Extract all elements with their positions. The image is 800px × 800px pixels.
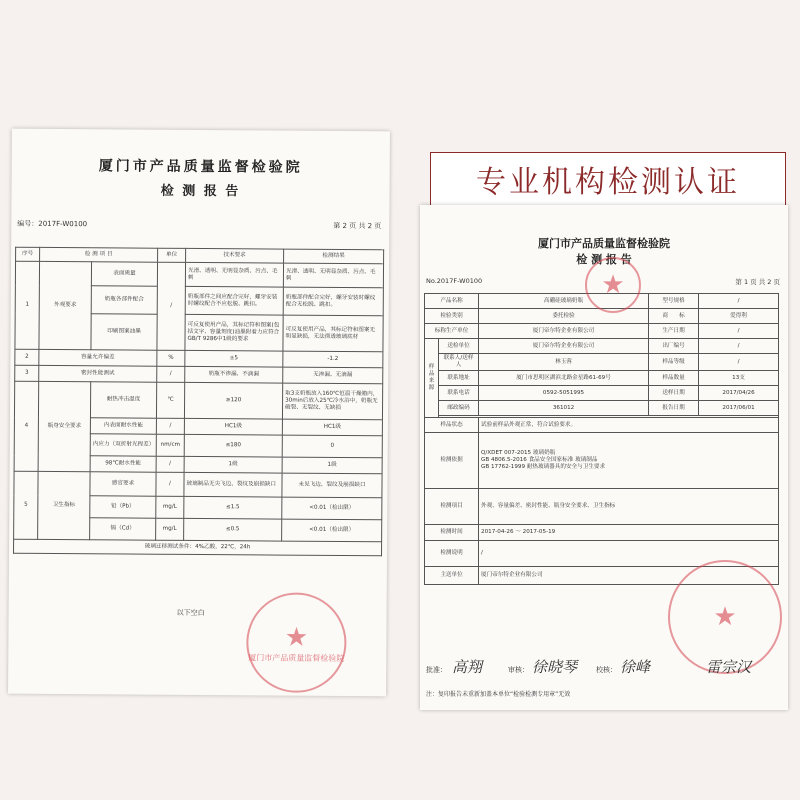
seal-star-icon: ★ bbox=[601, 270, 625, 300]
page-number: 第 1 页 共 2 页 bbox=[735, 278, 780, 286]
copy-notice: 注：复印报告未重新加盖本单位“检验检测专用章”无效 bbox=[426, 691, 571, 698]
page-number: 第 2 页 共 2 页 bbox=[333, 221, 382, 231]
institute-title: 厦门市产品质量监督检验院 bbox=[98, 158, 303, 176]
approver-signature: 高翔 bbox=[452, 658, 483, 676]
header-requirement: 技术要求 bbox=[186, 248, 284, 263]
tester-signature: 雷宗汉 bbox=[706, 658, 752, 676]
header-unit: 单位 bbox=[158, 248, 186, 262]
reviewer-signature: 徐晓琴 bbox=[532, 658, 578, 676]
header-no: 序号 bbox=[16, 247, 40, 261]
report-number: 编号：2017F-W0100 bbox=[17, 219, 88, 229]
table-row: 奶瓶各部件配合 奶瓶部件之间应配合完好，螺牙安装时螺纹配合不应松脱、跳扣。 奶瓶部件配合完好，螺牙安装时螺纹配合无松脱、跳扣。 bbox=[15, 285, 383, 316]
institute-title: 厦门市产品质量监督检验院 bbox=[538, 237, 670, 250]
certification-banner bbox=[430, 152, 786, 206]
table-row: 镉（Cd） mg/L ≤0.5 <0.01（检出限） bbox=[14, 517, 382, 542]
report-page-1 bbox=[420, 205, 788, 710]
table-row: 铅（Pb） mg/L ≤1.5 <0.01（检出限） bbox=[14, 495, 382, 520]
header-item: 检 测 项 目 bbox=[40, 247, 158, 262]
table-row: 1 外观要求 表面质量 / 光滑、透明、无明显杂质、污点、毛刺 光滑、透明、无明显杂质、污点、毛刺 bbox=[15, 261, 383, 288]
report-page-2 bbox=[8, 129, 390, 697]
end-note: 以下空白 bbox=[176, 608, 205, 618]
header-seal bbox=[585, 257, 641, 313]
report-number: No.2017F-W0100 bbox=[426, 277, 483, 285]
table-row: 内表面耐水性能 / HC1级 HC1级 bbox=[14, 417, 382, 436]
official-seal: ★ 厦门市产品质量监督检验院 bbox=[246, 592, 347, 693]
table-row: 3 密封性能测试 / 奶瓶不渗漏、不滴漏 无渗漏、无滴漏 bbox=[15, 365, 383, 384]
checker-signature: 徐峰 bbox=[620, 658, 651, 676]
table-row: 内应力（双折射光程差） nm/cm ≤180 0 bbox=[14, 433, 382, 458]
banner-text: 专业机构检测认证 bbox=[476, 165, 740, 200]
footnote: 玻璃迁移测试条件：4%乙酸，22℃，24h bbox=[14, 539, 382, 556]
table-row: 4 瓶身安全要求 耐热冲击温度 ℃ ≥120 取3支奶瓶放入160℃恒温干燥箱内，30min后放入25℃冷水浴中，奶瓶无破裂、无裂纹、无缺损 bbox=[14, 381, 382, 420]
table-row: 2 容量允许偏差 % ±5 -1.2 bbox=[15, 349, 383, 368]
seal-star-icon: ★ bbox=[713, 602, 737, 632]
table-row: 印刷图案油墨 可反复使用产品，其标记符和图案(包括文字、容量刻度)油墨附着力应符合GB/T 9286中1级的要求 可反复使用产品，其标记符和图案无明显缺损，无法彻透玻璃底材 bbox=[15, 313, 383, 352]
review-label: 审核： bbox=[508, 666, 529, 674]
header-result: 检测结果 bbox=[284, 249, 384, 264]
approve-label: 批准： bbox=[426, 666, 447, 674]
report-title: 检 测 报 告 bbox=[576, 253, 632, 266]
table-row: 5 卫生指标 感官要求 / 玻璃制品无尖飞边、裂纹及崩损缺口 未见飞边、裂纹及崩损缺口 bbox=[14, 471, 382, 498]
report-info-table: 产品名称 高硼硅玻璃奶瓶 型号规格 / 检验类别 委托检验 商 标 爱得利 标称生产单位 厦门帝尔特企业有限公司 生产日期 / 样品来源 送检单位 厦门帝尔特企业有限公司 出厂编号 / 联系人/送样人 林玉蓉 样品等级 / 联系地址 厦门市思明区湖滨北路金星路61-69号 样品数量 13支 联系电话 0592-5051995 送样日期 2017/04/26 邮政编码 361012 报告日期 2017/06/01 样品状态 试验前样品外观正常，符合试验要求。 检测依据 Q/XDET 007-2015 玻璃奶瓶 GB 4806.5-2016 食品安全国家标准 玻璃制品 GB 17762-1999 耐热玻璃器具的安全与卫生要求 检测项目 外观、容量偏差、密封性能、瓶身安全要求、卫生指标 检测时间 2017-04-26 ～ 2017-05-19 检测说明 / 主送单位 厦门帝尔特企业有限公司 bbox=[424, 293, 779, 585]
test-results-table bbox=[13, 247, 384, 557]
table-row: 98℃耐水性能 / 1级 1级 bbox=[14, 455, 382, 474]
table-footnote-row bbox=[14, 539, 382, 556]
seal-star-icon: ★ bbox=[284, 622, 309, 653]
report-title: 检 测 报 告 bbox=[160, 183, 241, 200]
check-label: 校核： bbox=[596, 666, 617, 674]
